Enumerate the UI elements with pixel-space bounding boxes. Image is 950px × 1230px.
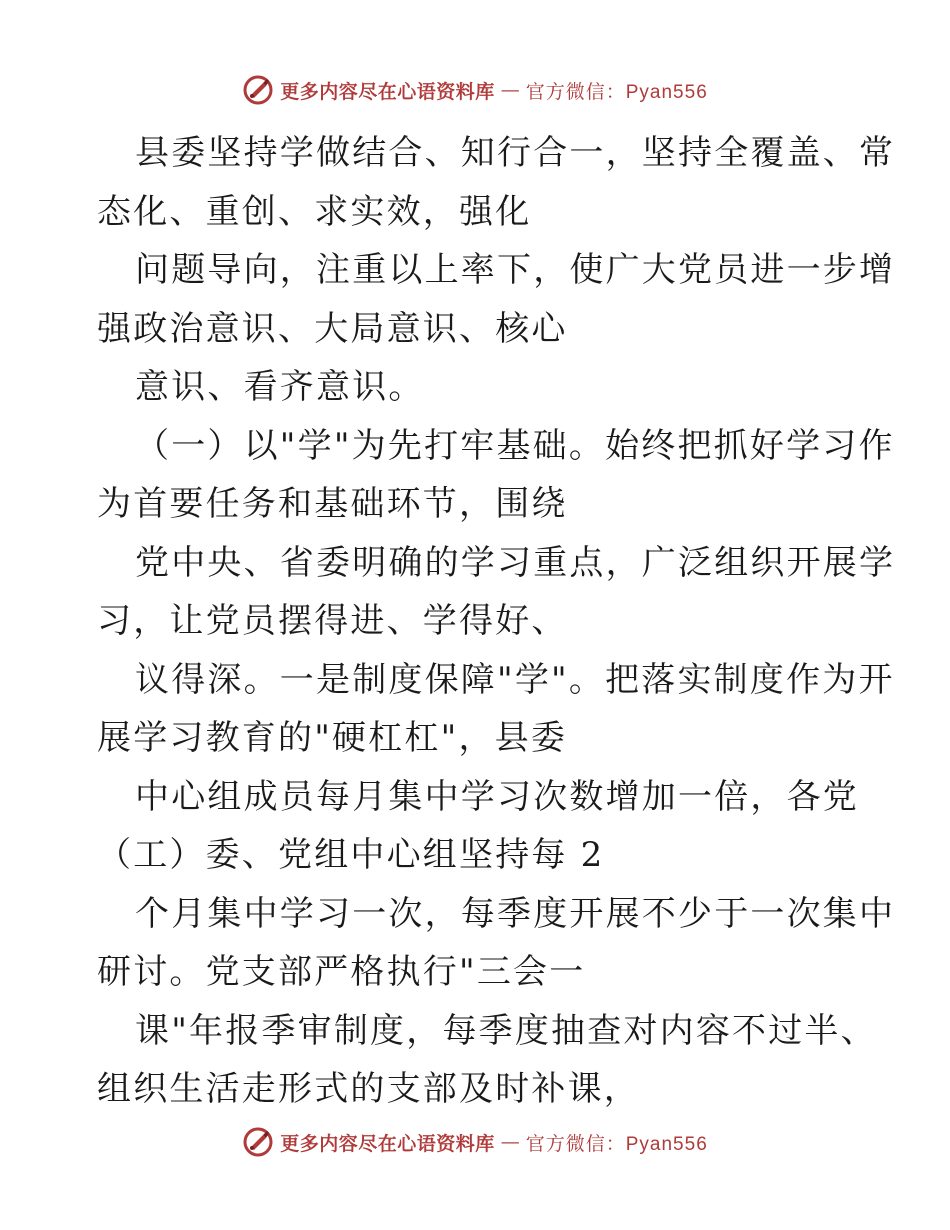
footer-watermark-banner bbox=[0, 1122, 950, 1162]
text-line: （工）委、党组中心组坚持每 2 bbox=[97, 835, 605, 875]
text-line: （一）以"学"为先打牢基础。始终把抓好学习作 bbox=[135, 425, 895, 466]
text-line: 中心组成员每月集中学习次数增加一倍，各党 bbox=[135, 776, 859, 817]
text-line: 个月集中学习一次，每季度开展不少于一次集中 bbox=[135, 893, 896, 934]
text-line: 展学习教育的"硬杠杠"，县委 bbox=[97, 718, 568, 758]
text-line: 议得深。一是制度保障"学"。把落实制度作为开 bbox=[135, 659, 895, 700]
watermark-wechat-text: 官方微信：Pyan556 bbox=[525, 1133, 708, 1155]
text-line: 强政治意识、大局意识、核心 bbox=[97, 308, 568, 349]
header-watermark-banner bbox=[0, 70, 950, 110]
watermark-brand-text: 更多内容尽在心语资料库 bbox=[280, 1132, 495, 1155]
text-line: 问题导向，注重以上率下，使广大党员进一步增 bbox=[135, 250, 896, 290]
brand-logo-icon bbox=[242, 74, 274, 106]
text-line: 研讨。党支部严格执行"三会一 bbox=[97, 952, 586, 992]
brand-logo-icon bbox=[242, 1126, 274, 1158]
document-body bbox=[97, 124, 896, 1119]
text-line: 态化、重创、求实效，强化 bbox=[97, 191, 532, 232]
text-line: 组织生活走形式的支部及时补课， bbox=[97, 1069, 640, 1109]
watermark-brand-text: 更多内容尽在心语资料库 bbox=[280, 80, 495, 103]
watermark-wechat-text: 官方微信：Pyan556 bbox=[525, 81, 708, 103]
watermark-separator: — bbox=[500, 79, 520, 101]
watermark-separator: — bbox=[500, 1131, 520, 1153]
text-line: 意识、看齐意识。 bbox=[135, 367, 425, 407]
text-line: 县委坚持学做结合、知行合一，坚持全覆盖、常 bbox=[135, 133, 896, 173]
text-line: 为首要任务和基础环节，围绕 bbox=[97, 484, 568, 524]
text-line: 习，让党员摆得进、学得好、 bbox=[97, 601, 568, 641]
text-line: 党中央、省委明确的学习重点，广泛组织开展学 bbox=[135, 542, 896, 583]
text-line: 课"年报季审制度，每季度抽查对内容不过半、 bbox=[135, 1010, 877, 1051]
